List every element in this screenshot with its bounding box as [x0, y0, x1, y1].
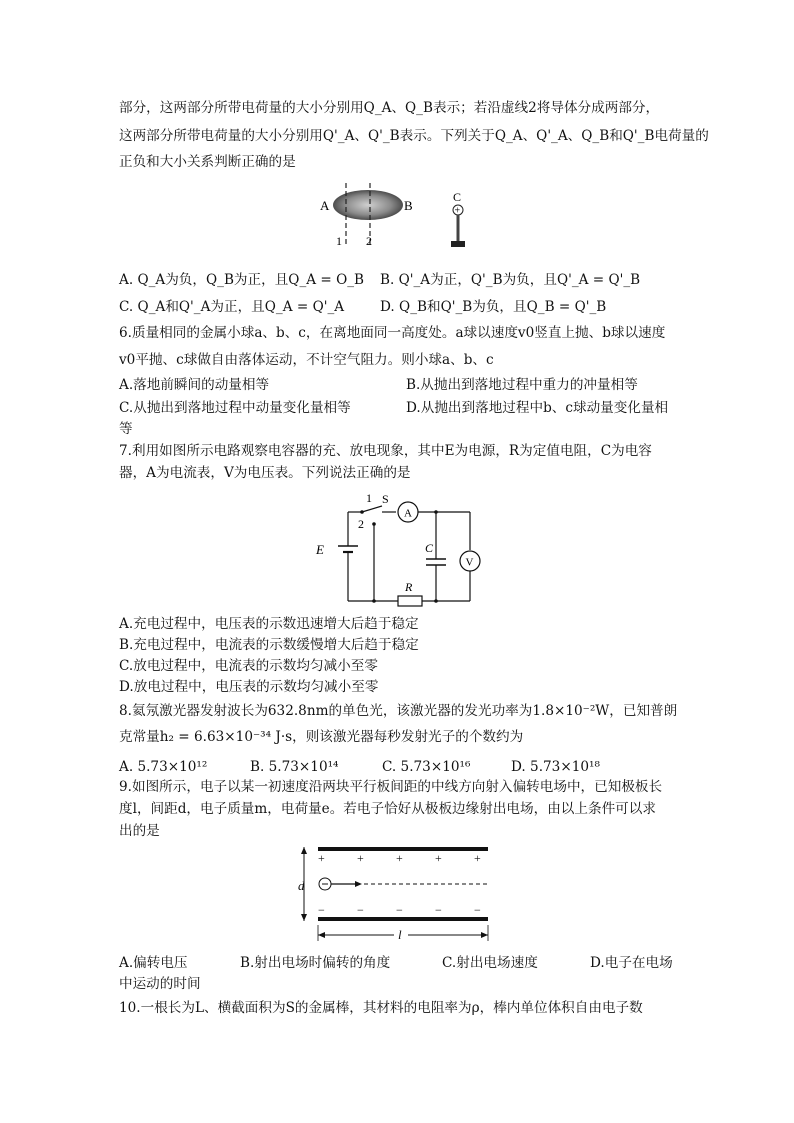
label-d: d [298, 878, 305, 893]
q5-figure [310, 183, 480, 253]
q5-option-a: A. Q_A为负，Q_B为正，且Q_A = O_B [119, 272, 365, 288]
q8-option-b: B. 5.73×10¹⁴ [250, 759, 339, 775]
svg-text:−: − [357, 903, 364, 917]
q6-option-b: B.从抛出到落地过程中重力的冲量相等 [406, 377, 638, 393]
q7-option-a: A.充电过程中，电压表的示数迅速增大后趋于稳定 [119, 616, 419, 632]
svg-text:−: − [396, 903, 403, 917]
svg-text:+: + [454, 205, 461, 217]
svg-text:−: − [435, 903, 442, 917]
q8-option-a: A. 5.73×10¹² [119, 759, 208, 775]
q8-line1: 8.氦氖激光器发射波长为632.8nm的单色光，该激光器的发光功率为1.8×10⁻²W，已知普朗 [119, 703, 678, 719]
svg-text:+: + [474, 851, 481, 865]
label-l: l [398, 927, 402, 942]
q6-line1: 6.质量相同的金属小球a、b、c，在离地面同一高度处。a球以速度v0竖直上抛、b球以速度 [119, 325, 666, 341]
q7-line1: 7.利用如图所示电路观察电容器的充、放电现象，其中E为电源，R为定值电阻，C为电容 [119, 443, 652, 459]
label-R: R [405, 580, 413, 594]
q6-option-a: A.落地前瞬间的动量相等 [119, 377, 270, 393]
q8-line2: 克常量h₂ = 6.63×10⁻³⁴ J·s，则该激光器每秒发射光子的个数约为 [119, 729, 524, 745]
svg-text:+: + [357, 851, 364, 865]
q7-option-d: D.放电过程中，电压表的示数均匀减小至零 [119, 679, 379, 695]
q9-line2: 度l，间距d，电子质量m，电荷量e。若电子恰好从极板边缘射出电场，由以上条件可以求 [119, 801, 656, 817]
resistor-symbol [398, 596, 422, 606]
q5-line1: 部分，这两部分所带电荷量的大小分别用Q_A、Q_B表示；若沿虚线2将导体分成两部分， [119, 100, 660, 116]
q5-line2: 这两部分所带电荷量的大小分别用Q'_A、Q'_B表示。下列关于Q_A、Q'_A、Q_B和Q'_B电荷量的 [119, 128, 709, 144]
label-1: 1 [336, 234, 342, 248]
label-C: C [453, 190, 462, 204]
q6-line2: v0平抛、c球做自由落体运动，不计空气阻力。则小球a、b、c [119, 352, 494, 368]
svg-text:+: + [396, 851, 403, 865]
svg-text:+: + [435, 851, 442, 865]
q9-line3: 出的是 [119, 823, 160, 839]
q5-option-c: C. Q_A和Q'_A为正，且Q_A = Q'_A [119, 299, 345, 315]
switch-blade [362, 506, 382, 512]
q9-option-b: B.射出电场时偏转的角度 [240, 955, 391, 971]
q7-circuit-figure [310, 490, 500, 608]
q5-option-d: D. Q_B和Q'_B为负，且Q_B = Q'_B [380, 299, 607, 315]
svg-text:+: + [318, 851, 325, 865]
label-V: V [465, 556, 474, 569]
label-E: E [316, 542, 324, 557]
q10-line1: 10.一根长为L、横截面积为S的金属棒，其材料的电阻率为ρ，棒内单位体积自由电子数 [119, 1000, 643, 1016]
q9-option-d: D.电子在电场 [590, 955, 673, 971]
q9-option-c: C.射出电场速度 [442, 955, 538, 971]
q5-line3: 正负和大小关系判断正确的是 [119, 154, 296, 170]
q9-option-a: A.偏转电压 [119, 955, 188, 971]
q8-option-c: C. 5.73×10¹⁶ [382, 759, 471, 775]
stand-base [451, 241, 465, 247]
q7-option-c: C.放电过程中，电流表的示数均匀减小至零 [119, 658, 378, 674]
svg-text:−: − [474, 903, 481, 917]
q6-option-d: D.从抛出到落地过程中b、c球动量变化量相 [406, 400, 669, 416]
q5-option-b: B. Q'_A为正，Q'_B为负，且Q'_A = Q'_B [380, 272, 641, 288]
label-B: B [404, 198, 413, 213]
q9-plates-figure [296, 843, 496, 943]
q7-line2: 器，A为电流表，V为电压表。下列说法正确的是 [119, 465, 411, 481]
label-C: C [425, 541, 434, 555]
bottom-plate [318, 917, 488, 921]
q9-option-d-wrap: 中运动的时间 [119, 976, 201, 992]
svg-text:−: − [318, 903, 325, 917]
q8-option-d: D. 5.73×10¹⁸ [511, 759, 600, 775]
q6-option-d-wrap: 等 [119, 421, 133, 437]
label-A: A [320, 198, 330, 213]
q6-option-c: C.从抛出到落地过程中动量变化量相等 [119, 400, 351, 416]
conductor-ellipsoid [333, 190, 403, 220]
q7-option-b: B.充电过程中，电流表的示数缓慢增大后趋于稳定 [119, 637, 419, 653]
label-A: A [404, 507, 412, 520]
label-S: S [382, 492, 389, 506]
q9-line1: 9.如图所示，电子以某一初速度沿两块平行板间距的中线方向射入偏转电场中，已知极板长 [119, 779, 663, 795]
label-2: 2 [358, 517, 364, 531]
top-plate [318, 847, 488, 851]
label-2: 2 [366, 234, 372, 248]
label-1: 1 [366, 491, 372, 505]
